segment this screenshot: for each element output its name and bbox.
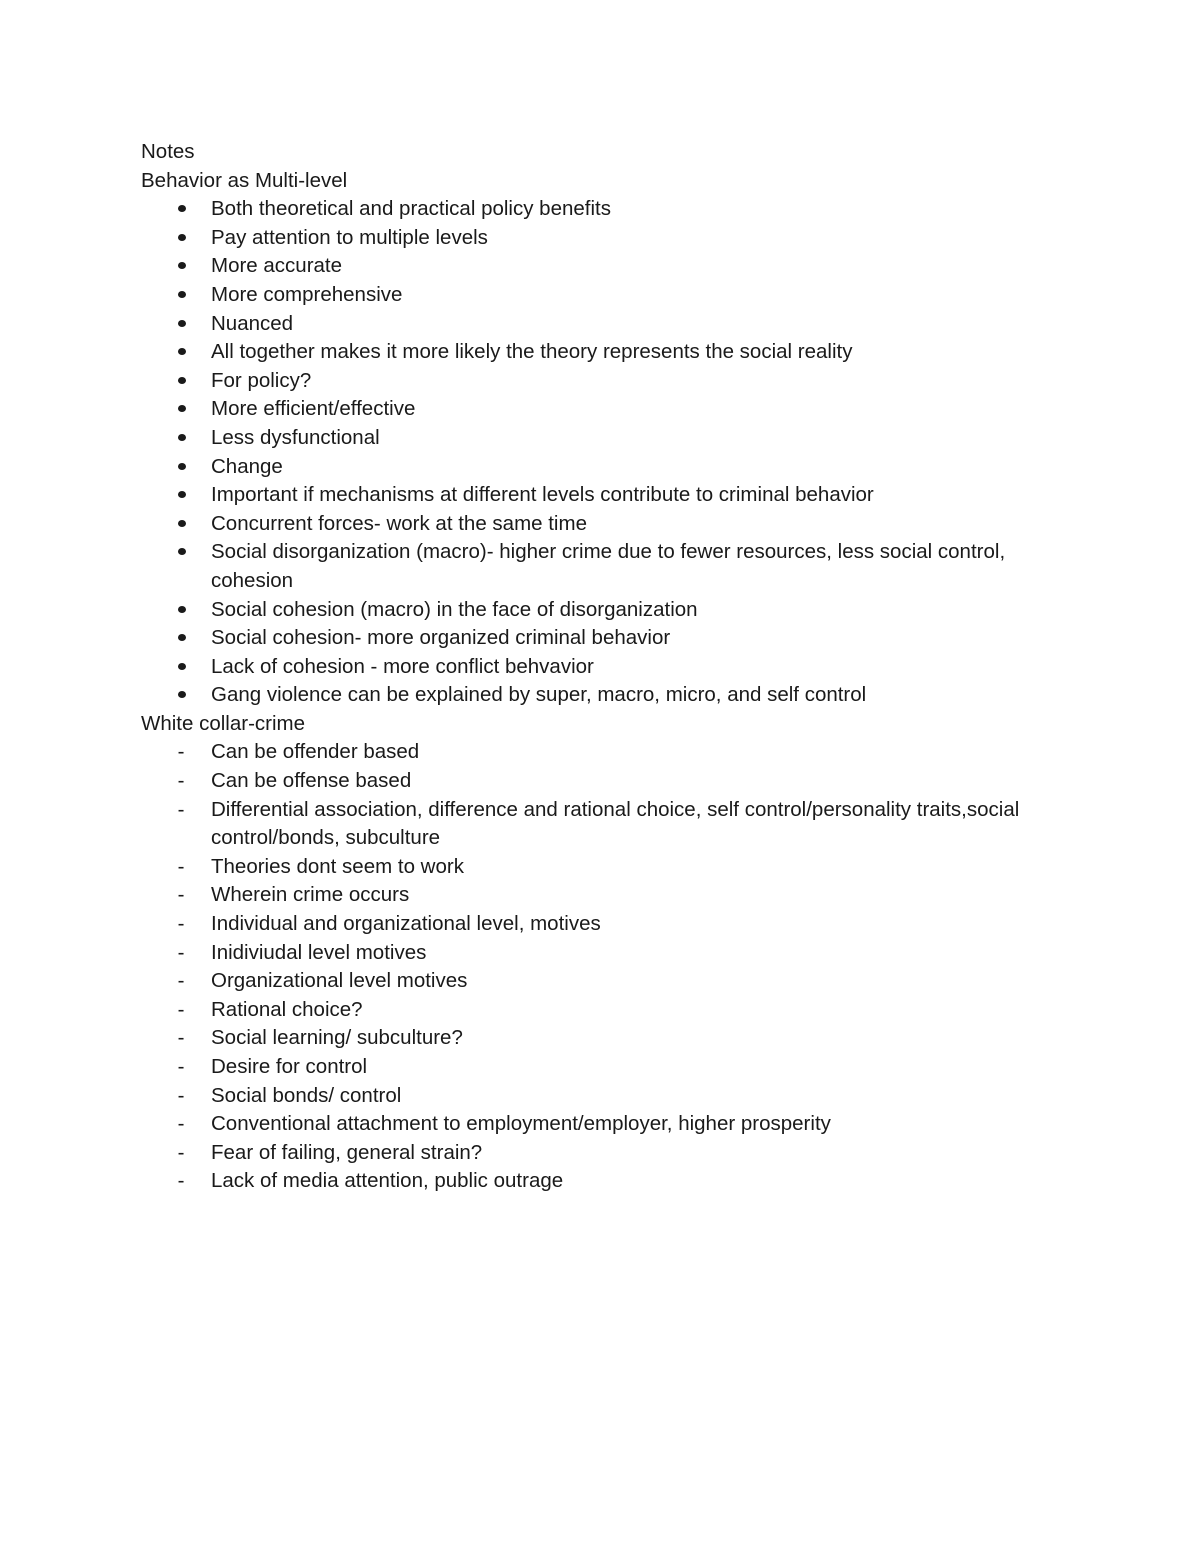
bullet-dot-icon (178, 491, 186, 498)
list-item (141, 738, 1071, 767)
section-behavior-multi-level (141, 167, 1071, 710)
bullet-dot-icon (178, 463, 186, 470)
list-item-text: Gang violence can be explained by super, macro, micro, and self control (211, 683, 867, 707)
list-item-text: Theories dont seem to work (211, 854, 464, 878)
dash-bullet-icon: - (177, 797, 185, 821)
list-item-text: Social learning/ subculture? (211, 1026, 463, 1050)
list-item (141, 967, 1071, 996)
dash-bullet-icon: - (177, 1169, 185, 1193)
dash-bullet-icon: - (177, 1026, 185, 1050)
bullet-dot-icon (178, 262, 186, 269)
list-item-text: Fear of failing, general strain? (211, 1140, 483, 1164)
list-item (141, 910, 1071, 939)
bullet-dot-icon (178, 205, 186, 212)
list-item (141, 939, 1071, 968)
list-item-text: Both theoretical and practical policy benefits (211, 197, 611, 221)
list-item-text: Concurrent forces- work at the same time (211, 511, 587, 535)
section-heading: White collar-crime (141, 711, 306, 735)
list-item-text: Social bonds/ control (211, 1083, 402, 1107)
bullet-dot-icon (178, 663, 186, 670)
dash-bullet-icon: - (177, 740, 185, 764)
bullet-dot-icon (178, 691, 186, 698)
list-item (141, 453, 1071, 482)
list-item (141, 1024, 1071, 1053)
list-item (141, 281, 1071, 310)
bullet-dot-icon (178, 320, 186, 327)
list-item-text: Wherein crime occurs (211, 883, 410, 907)
list-item-text: Important if mechanisms at different levels contribute to criminal behavior (211, 483, 874, 507)
list-item-text: Less dysfunctional (211, 425, 380, 449)
list-item (141, 510, 1071, 539)
bullet-dot-icon (178, 405, 186, 412)
bullet-dot-icon (178, 606, 186, 613)
bullet-dot-icon (178, 348, 186, 355)
list-item (141, 538, 1071, 595)
list-item-text: Inidiviudal level motives (211, 940, 427, 964)
list-item-text: Social cohesion- more organized criminal behavior (211, 626, 671, 650)
dash-bullet-icon: - (177, 1140, 185, 1164)
bullet-dot-icon (178, 548, 186, 555)
list-item (141, 624, 1071, 653)
list-item (141, 796, 1071, 853)
list-item-text: Differential association, difference and rational choice, self control/personality traits,social control/bonds, subculture (211, 797, 1020, 850)
list-item (141, 1082, 1071, 1111)
list-item-text: More efficient/effective (211, 397, 416, 421)
bullet-dot-icon (178, 434, 186, 441)
list-item-text: For policy? (211, 368, 312, 392)
list-item (141, 1139, 1071, 1168)
list-item-text: Can be offense based (211, 769, 412, 793)
list-item (141, 853, 1071, 882)
list-item-text: Social disorganization (macro)- higher crime due to fewer resources, less social control, cohesion (211, 540, 1006, 592)
list-item (141, 653, 1071, 682)
list-item (141, 1167, 1071, 1196)
list-item-text: Lack of cohesion - more conflict behvavior (211, 654, 594, 678)
bullet-dot-icon (178, 234, 186, 241)
list-item (141, 1110, 1071, 1139)
list-item (141, 996, 1071, 1025)
dash-bullet-icon: - (177, 940, 185, 964)
dash-bullet-icon: - (177, 1083, 185, 1107)
dash-bullet-icon: - (177, 912, 185, 936)
list-item (141, 367, 1071, 396)
list-item (141, 395, 1071, 424)
list-item (141, 1053, 1071, 1082)
dash-bullet-icon: - (177, 769, 185, 793)
list-item-text: All together makes it more likely the theory represents the social reality (211, 340, 853, 364)
list-item (141, 681, 1071, 710)
dash-bullet-icon: - (177, 1112, 185, 1136)
list-item (141, 224, 1071, 253)
list-item-text: More comprehensive (211, 282, 403, 306)
list-item (141, 310, 1071, 339)
list-item (141, 881, 1071, 910)
dash-bullet-icon: - (177, 883, 185, 907)
bullet-list (141, 195, 1071, 710)
bullet-dot-icon (178, 520, 186, 527)
list-item-text: Lack of media attention, public outrage (211, 1169, 564, 1193)
list-item-text: Pay attention to multiple levels (211, 225, 488, 249)
list-item-text: More accurate (211, 254, 343, 278)
list-item (141, 252, 1071, 281)
list-item (141, 195, 1071, 224)
dash-bullet-icon: - (177, 1055, 185, 1078)
list-item-text: Desire for control (211, 1055, 368, 1078)
list-item (141, 424, 1071, 453)
bullet-dot-icon (178, 291, 186, 298)
list-item-text: Social cohesion (macro) in the face of disorganization (211, 597, 698, 621)
document-content (141, 138, 1071, 1196)
bullet-dot-icon (178, 377, 186, 384)
dash-bullet-icon: - (177, 997, 185, 1021)
list-item-text: Conventional attachment to employment/employer, higher prosperity (211, 1112, 831, 1136)
section-white-collar-crime (141, 710, 1071, 1196)
list-item (141, 596, 1071, 625)
dash-bullet-icon: - (177, 854, 185, 878)
bullet-dot-icon (178, 634, 186, 641)
list-item (141, 481, 1071, 510)
dash-bullet-icon: - (177, 969, 185, 993)
section-heading: Behavior as Multi-level (141, 168, 348, 192)
list-item (141, 767, 1071, 796)
list-item (141, 338, 1071, 367)
dash-list (141, 738, 1071, 1196)
document-title: Notes (141, 140, 195, 163)
list-item-text: Individual and organizational level, motives (211, 912, 601, 936)
list-item-text: Rational choice? (211, 997, 363, 1021)
list-item-text: Nuanced (211, 311, 294, 335)
list-item-text: Change (211, 454, 283, 478)
list-item-text: Organizational level motives (211, 969, 468, 993)
list-item-text: Can be offender based (211, 740, 420, 764)
